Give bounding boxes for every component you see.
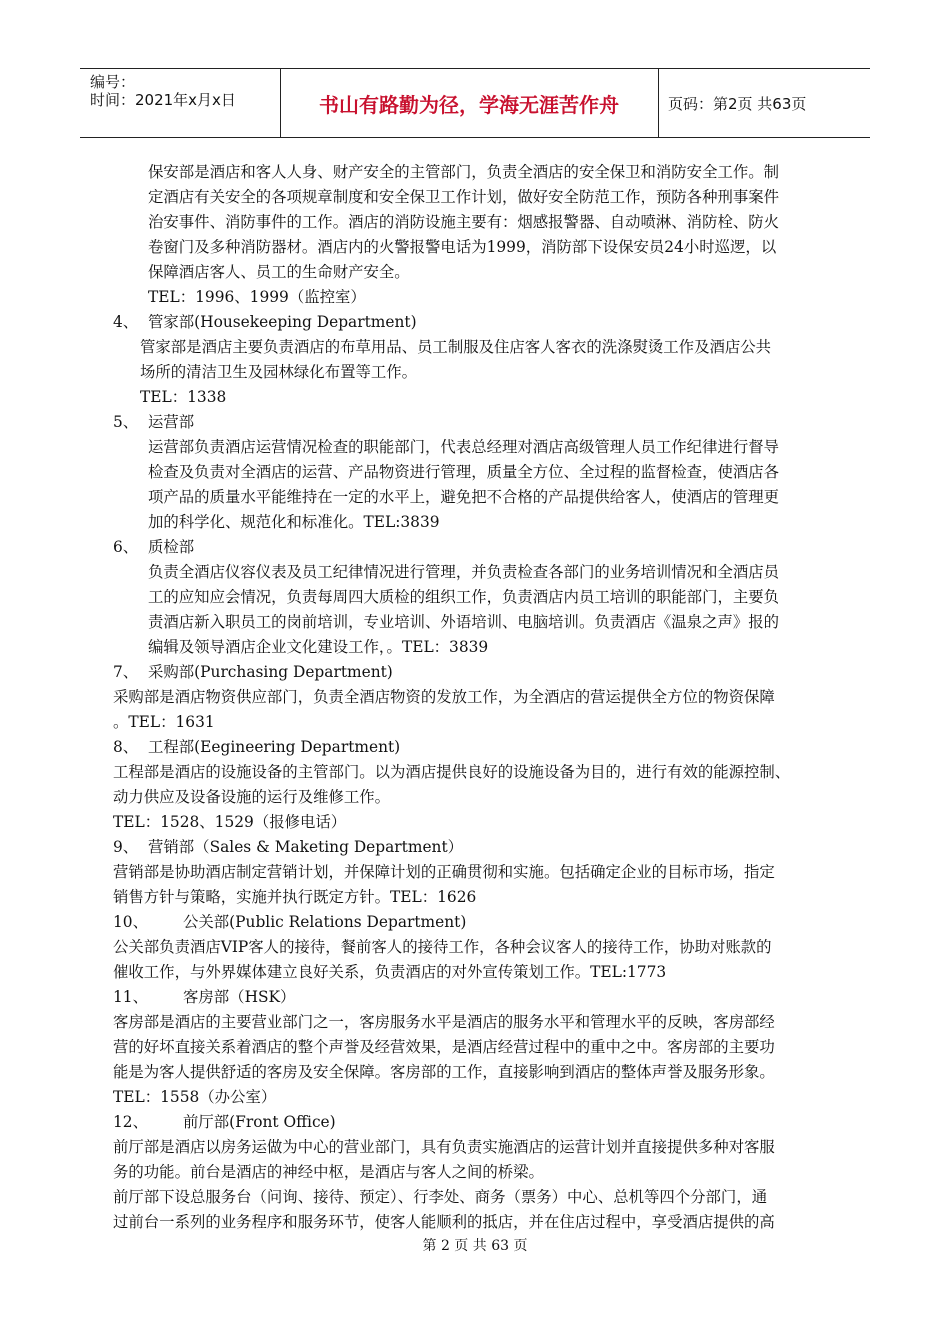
section-number: 7、 <box>113 663 139 681</box>
section-number: 10、 <box>113 913 148 931</box>
body-line: 营销部是协助酒店制定营销计划，并保障计划的正确贯彻和实施。包括确定企业的目标市场，指定 <box>113 863 775 881</box>
header-info-cell <box>80 69 281 137</box>
body-line: 治安事件、消防事件的工作。酒店的消防设施主要有：烟感报警器、自动喷淋、消防栓、防火 <box>148 213 780 231</box>
section-heading: 客房部（HSK） <box>183 988 296 1006</box>
header-motto-cell <box>280 69 659 137</box>
body-line: 保安部是酒店和客人人身、财产安全的主管部门，负责全酒店的安全保卫和消防安全工作。制 <box>148 163 780 181</box>
body-line: 公关部负责酒店VIP客人的接待，餐前客人的接待工作，各种会议客人的接待工作，协助对账款的 <box>113 938 772 956</box>
body-line: 项产品的质量水平能维持在一定的水平上，避免把不合格的产品提供给客人，使酒店的管理更 <box>148 488 780 506</box>
section-number: 9、 <box>113 838 139 856</box>
body-line: 能是为客人提供舒适的客房及安全保障。客房部的工作，直接影响到酒店的整体声誉及服务形象。 <box>113 1063 775 1081</box>
body-line: 场所的清洁卫生及园林绿化布置等工作。 <box>140 363 418 381</box>
body-line: 编辑及领导酒店企业文化建设工作，。TEL：3839 <box>148 638 489 656</box>
section-heading: 公关部(Public Relations Department) <box>183 913 467 931</box>
body-line: 动力供应及设备设施的运行及维修工作。 <box>113 788 391 806</box>
section-heading: 采购部(Purchasing Department) <box>148 663 393 681</box>
body-line: 营的好坏直接关系着酒店的整个声誉及经营效果，是酒店经营过程中的重中之中。客房部的主要功 <box>113 1038 775 1056</box>
section-number: 6、 <box>113 538 139 556</box>
section-heading: 营销部（Sales & Maketing Department） <box>148 838 464 856</box>
section-number: 11、 <box>113 988 148 1006</box>
section-heading: 运营部 <box>148 413 195 431</box>
body-line: 卷窗门及多种消防器材。酒店内的火警报警电话为1999，消防部下设保安员24小时巡逻，以 <box>148 238 777 256</box>
body-line: 保障酒店客人、员工的生命财产安全。 <box>148 263 410 281</box>
document-date: 时间：2021年x月x日 <box>90 91 236 109</box>
body-line: 前厅部下设总服务台（问询、接待、预定）、行李处、商务（票务）中心、总机等四个分部门，通 <box>113 1188 768 1206</box>
page-footer: 第 2 页 共 63 页 <box>422 1238 528 1254</box>
motto-text: 书山有路勤为径，学海无涯苦作舟 <box>319 93 619 117</box>
document-number-label: 编号： <box>90 73 136 91</box>
section-heading: 管家部(Housekeeping Department) <box>148 313 417 331</box>
body-line: 运营部负责酒店运营情况检查的职能部门，代表总经理对酒店高级管理人员工作纪律进行督导 <box>148 438 780 456</box>
body-line: 加的科学化、规范化和标准化。TEL:3839 <box>148 513 440 531</box>
body-line: 采购部是酒店物资供应部门，负责全酒店物资的发放工作，为全酒店的营运提供全方位的物资保障 <box>113 688 775 706</box>
body-line: 客房部是酒店的主要营业部门之一，客房服务水平是酒店的服务水平和管理水平的反映，客房部经 <box>113 1013 775 1031</box>
body-line: TEL：1996、1999（监控室） <box>148 288 366 306</box>
section-heading: 质检部 <box>148 538 195 556</box>
body-line: 工程部是酒店的设施设备的主管部门。以为酒店提供良好的设施设备为目的，进行有效的能源控制、 <box>113 763 791 781</box>
section-number: 5、 <box>113 413 139 431</box>
body-line: 过前台一系列的业务程序和服务环节，使客人能顺利的抵店，并在住店过程中，享受酒店提供的高 <box>113 1213 775 1231</box>
body-line: TEL：1528、1529（报修电话） <box>113 813 347 831</box>
body-line: 工的应知应会情况，负责每周四大质检的组织工作，负责酒店内员工培训的职能部门，主要负 <box>148 588 780 606</box>
section-number: 12、 <box>113 1113 148 1131</box>
body-line: 责酒店新入职员工的岗前培训，专业培训、外语培训、电脑培训。负责酒店《温泉之声》报的 <box>148 613 780 631</box>
body-line: 负责全酒店仪容仪表及员工纪律情况进行管理，并负责检查各部门的业务培训情况和全酒店员 <box>148 563 780 581</box>
body-line: 。TEL：1631 <box>113 713 215 731</box>
body-line: 务的功能。前台是酒店的神经中枢，是酒店与客人之间的桥梁。 <box>113 1163 544 1181</box>
section-heading: 工程部(Eegineering Department) <box>148 738 401 756</box>
section-number: 8、 <box>113 738 139 756</box>
body-line: 检查及负责对全酒店的运营、产品物资进行管理，质量全方位、全过程的监督检查，使酒店各 <box>148 463 780 481</box>
body-line: 管家部是酒店主要负责酒店的布草用品、员工制服及住店客人客衣的洗涤熨烫工作及酒店公共 <box>140 338 772 356</box>
body-line: 销售方针与策略，实施并执行既定方针。TEL：1626 <box>113 888 477 906</box>
body-line: 催收工作，与外界媒体建立良好关系，负责酒店的对外宣传策划工作。TEL:1773 <box>113 963 667 981</box>
section-heading: 前厅部(Front Office) <box>183 1113 336 1131</box>
body-line: TEL：1558（办公室） <box>113 1088 277 1106</box>
body-line: 定酒店有关安全的各项规章制度和安全保卫工作计划，做好安全防范工作，预防各种刑事案件 <box>148 188 780 206</box>
body-line: 前厅部是酒店以房务运做为中心的营业部门，具有负责实施酒店的运营计划并直接提供多种对客服 <box>113 1138 775 1156</box>
section-number: 4、 <box>113 313 139 331</box>
body-line: TEL：1338 <box>140 388 227 406</box>
header-page-cell <box>658 69 870 137</box>
page-header <box>80 68 870 138</box>
page-number-info: 页码：第2页 共63页 <box>668 95 807 113</box>
